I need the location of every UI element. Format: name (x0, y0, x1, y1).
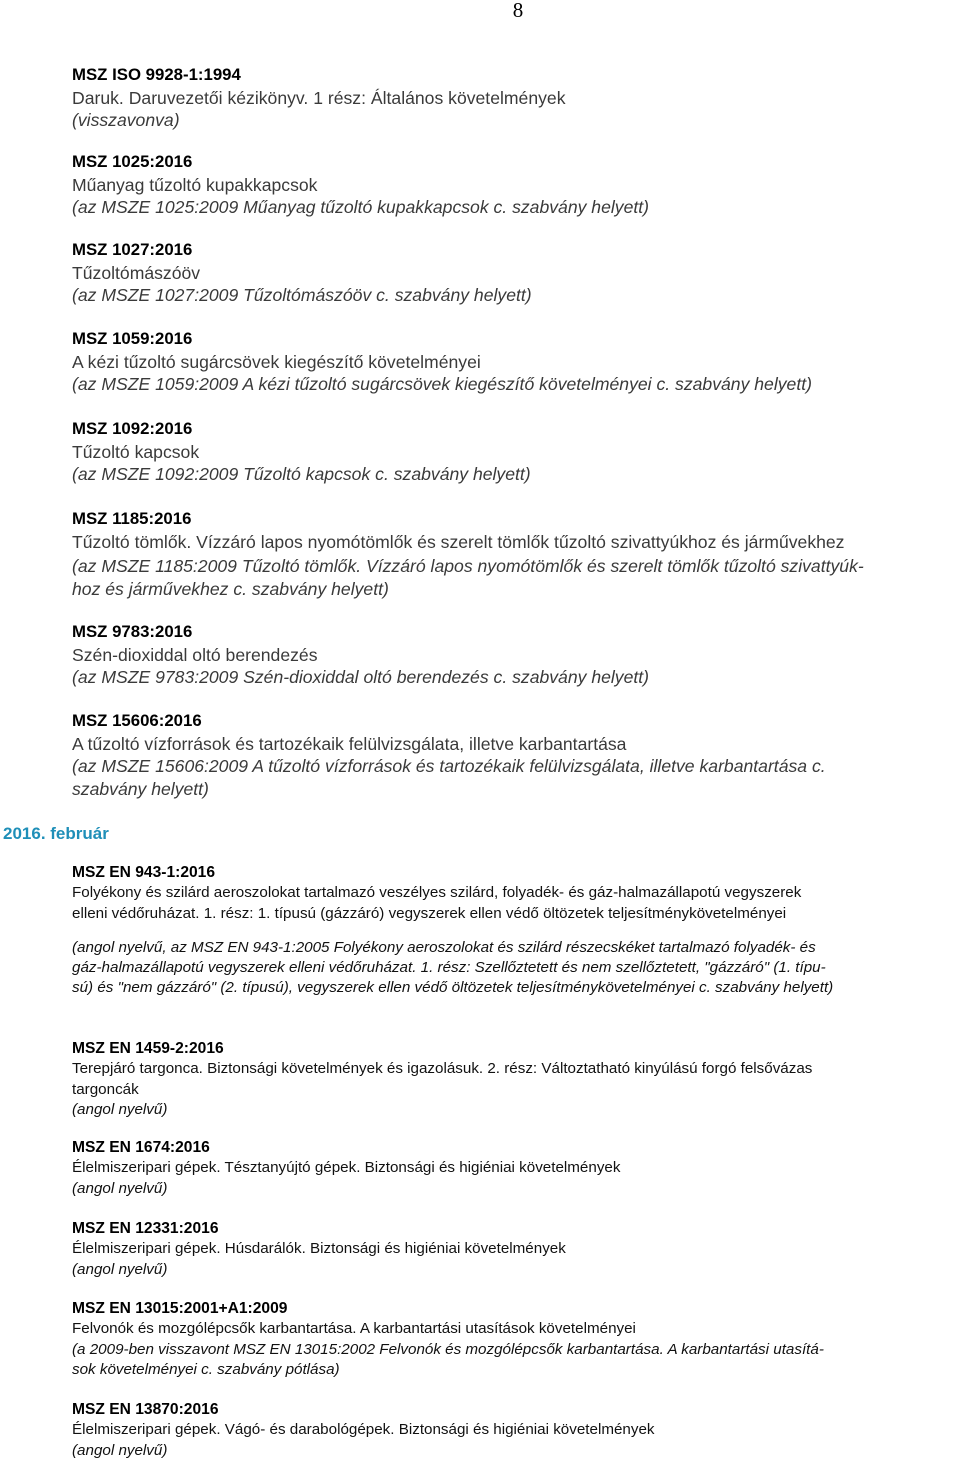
page-number: 8 (512, 0, 524, 22)
standard-title: Tűzoltó tömlők. Vízzáró lapos nyomótömlők és szerelt tömlők tűzoltó szivattyúkhoz és járművekhez (72, 531, 845, 552)
standard-note: (az MSZE 1027:2009 Tűzoltómászóöv c. szabvány helyett) (72, 285, 532, 305)
standard-note: sok követelményei c. szabvány pótlása) (72, 1360, 340, 1378)
side-date-label: 2016. február (3, 824, 109, 843)
standard-note: (a 2009-ben visszavont MSZ EN 13015:2002 Felvonók és mozgólépcsők karbantartása. A karbantartási utasítá- (72, 1340, 824, 1358)
standard-entry (72, 863, 833, 999)
standard-note: (az MSZE 15606:2009 A tűzoltó vízforrások és tartozékaik felülvizsgálata, illetve karbantartása c. (72, 756, 826, 776)
standard-code: MSZ EN 943-1:2016 (72, 864, 216, 881)
standard-note: szabvány helyett) (72, 778, 209, 799)
standard-title: Élelmiszeripari gépek. Tésztanyújtó gépek. Biztonsági és higiéniai követelmények (72, 1159, 621, 1177)
standard-note: (angol nyelvű) (72, 1179, 168, 1197)
standard-title: Szén-dioxiddal oltó berendezés (72, 644, 318, 665)
standard-note: (angol nyelvű) (72, 1260, 168, 1278)
standard-title: Élelmiszeripari gépek. Vágó- és darabológépek. Biztonsági és higiéniai követelmények (72, 1421, 655, 1439)
standard-title: Daruk. Daruvezetői kézikönyv. 1 rész: Általános követelmények (72, 87, 566, 108)
standard-title: elleni védőruházat. 1. rész: 1. típusú (gázzáró) vegyszerek ellen védő öltözetek teljesítménykövetelményei (72, 904, 787, 922)
standard-entry (72, 1400, 655, 1461)
standard-note: (az MSZE 9783:2009 Szén-dioxiddal oltó berendezés c. szabvány helyett) (72, 667, 650, 687)
standard-title: Műanyag tűzoltó kupakkapcsok (72, 174, 318, 195)
standard-code: MSZ 1059:2016 (72, 329, 193, 348)
standard-entry (72, 1138, 620, 1199)
standard-code: MSZ 1025:2016 (72, 152, 193, 171)
standard-code: MSZ 15606:2016 (72, 711, 202, 730)
standard-note: (az MSZE 1092:2009 Tűzoltó kapcsok c. szabvány helyett) (72, 464, 531, 484)
standard-entry (72, 508, 864, 600)
standard-note: (angol nyelvű, az MSZ EN 943-1:2005 Folyékony aeroszolokat és szilárd részecskéket tartalmazó folyadék- és (72, 938, 816, 956)
standard-entry (72, 328, 812, 396)
standard-code: MSZ EN 1459-2:2016 (72, 1040, 224, 1057)
standard-note: sú) és "nem gázzáró" (2. típusú), vegyszerek ellen védő öltözetek teljesítménykövetelményei c. szabvány helyett) (72, 979, 834, 997)
standard-entry (72, 151, 649, 219)
standard-title: A tűzoltó vízforrások és tartozékaik felülvizsgálata, illetve karbantartása (72, 733, 627, 754)
standard-note: (az MSZE 1185:2009 Tűzoltó tömlők. Vízzáró lapos nyomótömlők és szerelt tömlők tűzoltó szivattyúk- (72, 556, 864, 576)
standard-entry (72, 239, 532, 307)
standard-entry (72, 1039, 812, 1120)
standard-title: Folyékony és szilárd aeroszolokat tartalmazó veszélyes szilárd, folyadék- és gáz-halmazállapotú vegyszerek (72, 884, 802, 902)
standard-title: A kézi tűzoltó sugárcsövek kiegészítő követelményei (72, 351, 481, 372)
standard-code: MSZ EN 12331:2016 (72, 1220, 219, 1237)
standard-note: (az MSZE 1025:2009 Műanyag tűzoltó kupakkapcsok c. szabvány helyett) (72, 197, 649, 217)
standard-entry (72, 1299, 824, 1380)
standard-code: MSZ 1092:2016 (72, 419, 193, 438)
standard-entry (72, 621, 649, 689)
standard-note: (visszavonva) (72, 110, 180, 130)
standard-note: (az MSZE 1059:2009 A kézi tűzoltó sugárcsövek kiegészítő követelményei c. szabvány helyett) (72, 374, 812, 394)
standard-title: Tűzoltó kapcsok (72, 441, 200, 462)
standard-code: MSZ EN 13870:2016 (72, 1401, 219, 1418)
standard-note: (angol nyelvű) (72, 1441, 168, 1459)
standard-entry (72, 418, 531, 486)
standard-code: MSZ EN 1674:2016 (72, 1139, 210, 1156)
standard-note: (angol nyelvű) (72, 1100, 168, 1118)
standard-code: MSZ ISO 9928-1:1994 (72, 65, 241, 84)
standard-note: hoz és járművekhez c. szabvány helyett) (72, 578, 389, 599)
standard-code: MSZ 1027:2016 (72, 240, 193, 259)
standard-title: Terepjáró targonca. Biztonsági követelmények és igazolásuk. 2. rész: Változtatható kinyúlású forgó felsővázas (72, 1060, 813, 1078)
standard-note: gáz-halmazállapotú vegyszerek elleni védőruházat. 1. rész: Szellőztetett és nem szellőztetett, "gázzáró" (1. típu- (72, 959, 826, 977)
standard-entry (72, 64, 566, 132)
standard-code: MSZ EN 13015:2001+A1:2009 (72, 1300, 288, 1317)
standard-title: Tűzoltómászóöv (72, 262, 201, 283)
standard-code: MSZ 9783:2016 (72, 622, 193, 641)
standard-title: Élelmiszeripari gépek. Húsdarálók. Biztonsági és higiéniai követelmények (72, 1240, 566, 1258)
standard-title: Felvonók és mozgólépcsők karbantartása. A karbantartási utasítások követelményei (72, 1320, 636, 1338)
standard-code: MSZ 1185:2016 (72, 509, 192, 528)
standard-title: targoncák (72, 1080, 139, 1098)
standard-entry (72, 710, 826, 800)
standard-entry (72, 1219, 566, 1280)
